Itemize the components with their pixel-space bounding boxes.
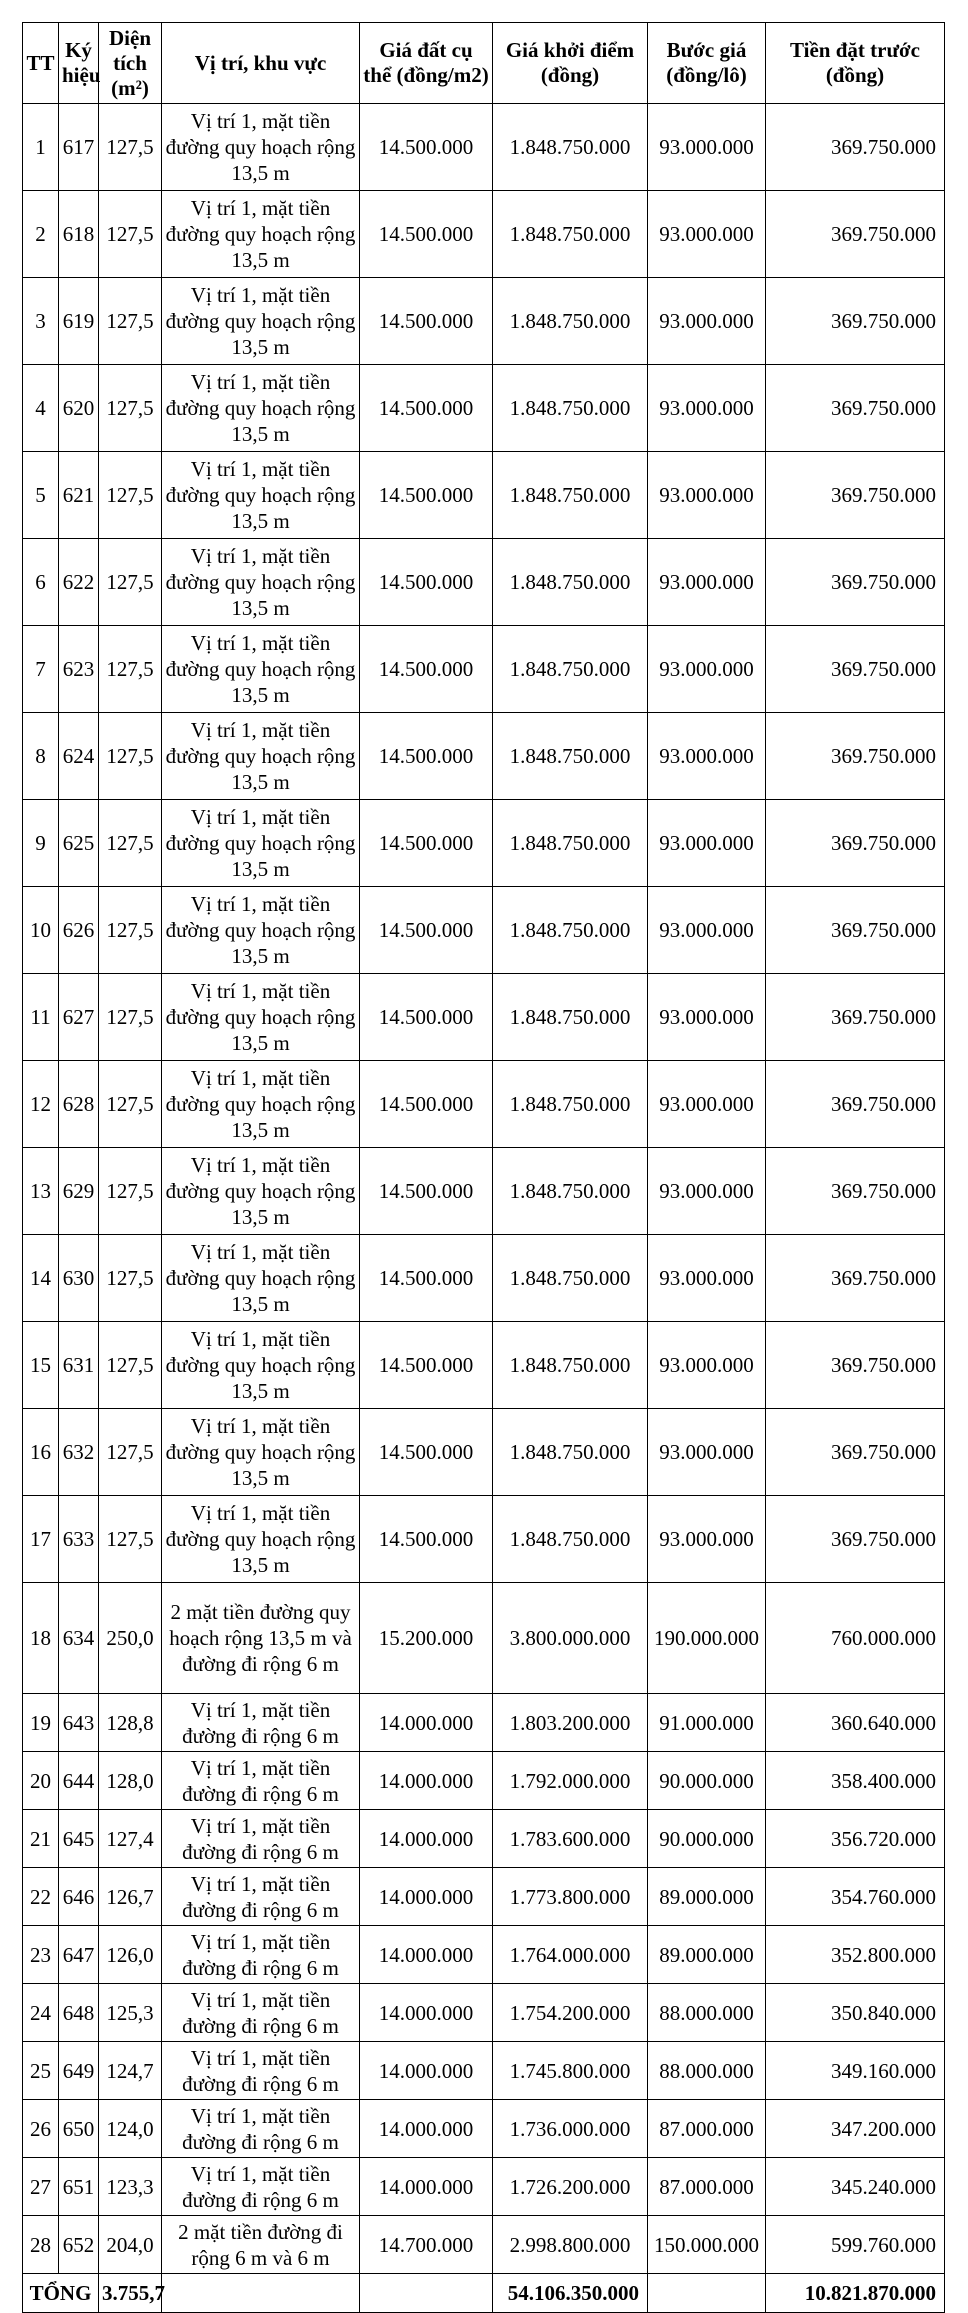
cell-tt: 28 bbox=[23, 2216, 59, 2274]
cell-buoc-gia: 93.000.000 bbox=[648, 1496, 766, 1583]
cell-buoc-gia: 88.000.000 bbox=[648, 1984, 766, 2042]
cell-vi-tri: Vị trí 1, mặt tiền đường đi rộng 6 m bbox=[162, 1926, 360, 1984]
table-row bbox=[23, 1694, 945, 1752]
table-row bbox=[23, 452, 945, 539]
cell-gia-dat: 14.500.000 bbox=[360, 1409, 493, 1496]
cell-tien-dat-truoc: 354.760.000 bbox=[766, 1868, 945, 1926]
cell-gia-khoi-diem: 1.783.600.000 bbox=[493, 1810, 648, 1868]
cell-gia-khoi-diem: 1.745.800.000 bbox=[493, 2042, 648, 2100]
cell-tt: 1 bbox=[23, 104, 59, 191]
cell-gia-khoi-diem: 1.848.750.000 bbox=[493, 1496, 648, 1583]
cell-tt: 24 bbox=[23, 1984, 59, 2042]
cell-ky-hieu: 650 bbox=[59, 2100, 99, 2158]
cell-vi-tri: Vị trí 1, mặt tiền đường đi rộng 6 m bbox=[162, 1752, 360, 1810]
table-row bbox=[23, 2216, 945, 2274]
cell-ky-hieu: 623 bbox=[59, 626, 99, 713]
cell-buoc-gia: 93.000.000 bbox=[648, 800, 766, 887]
cell-buoc-gia: 93.000.000 bbox=[648, 1409, 766, 1496]
cell-buoc-gia: 93.000.000 bbox=[648, 278, 766, 365]
cell-tt: 18 bbox=[23, 1583, 59, 1694]
cell-tt: 4 bbox=[23, 365, 59, 452]
header-ky-hieu: Ký hiệu bbox=[59, 23, 99, 104]
cell-buoc-gia: 93.000.000 bbox=[648, 1322, 766, 1409]
cell-tien-dat-truoc: 369.750.000 bbox=[766, 278, 945, 365]
cell-vi-tri: Vị trí 1, mặt tiền đường quy hoạch rộng 13,5 m bbox=[162, 278, 360, 365]
cell-tien-dat-truoc: 369.750.000 bbox=[766, 452, 945, 539]
cell-tien-dat-truoc: 369.750.000 bbox=[766, 1409, 945, 1496]
cell-vi-tri: Vị trí 1, mặt tiền đường quy hoạch rộng 13,5 m bbox=[162, 887, 360, 974]
cell-dien-tich: 127,5 bbox=[99, 1148, 162, 1235]
cell-gia-khoi-diem: 1.848.750.000 bbox=[493, 887, 648, 974]
cell-tien-dat-truoc: 369.750.000 bbox=[766, 191, 945, 278]
cell-dien-tich: 128,8 bbox=[99, 1694, 162, 1752]
cell-dien-tich: 124,0 bbox=[99, 2100, 162, 2158]
cell-buoc-gia: 93.000.000 bbox=[648, 713, 766, 800]
cell-vi-tri: Vị trí 1, mặt tiền đường quy hoạch rộng 13,5 m bbox=[162, 365, 360, 452]
cell-tt: 8 bbox=[23, 713, 59, 800]
cell-dien-tich: 127,5 bbox=[99, 1322, 162, 1409]
cell-dien-tich: 126,7 bbox=[99, 1868, 162, 1926]
cell-dien-tich: 126,0 bbox=[99, 1926, 162, 1984]
cell-ky-hieu: 632 bbox=[59, 1409, 99, 1496]
cell-tt: 23 bbox=[23, 1926, 59, 1984]
cell-gia-dat: 14.500.000 bbox=[360, 278, 493, 365]
cell-vi-tri: Vị trí 1, mặt tiền đường quy hoạch rộng 13,5 m bbox=[162, 1409, 360, 1496]
cell-gia-khoi-diem: 1.848.750.000 bbox=[493, 713, 648, 800]
table-row bbox=[23, 1868, 945, 1926]
cell-dien-tich: 125,3 bbox=[99, 1984, 162, 2042]
cell-tien-dat-truoc: 369.750.000 bbox=[766, 800, 945, 887]
table-row bbox=[23, 1583, 945, 1694]
table-row bbox=[23, 2100, 945, 2158]
header-dien-tich: Diện tích (m²) bbox=[99, 23, 162, 104]
cell-gia-khoi-diem: 1.848.750.000 bbox=[493, 365, 648, 452]
cell-tt: 11 bbox=[23, 974, 59, 1061]
cell-tt: 13 bbox=[23, 1148, 59, 1235]
cell-tt: 14 bbox=[23, 1235, 59, 1322]
cell-ky-hieu: 618 bbox=[59, 191, 99, 278]
cell-gia-dat: 14.500.000 bbox=[360, 1061, 493, 1148]
cell-dien-tich: 127,5 bbox=[99, 104, 162, 191]
table-row bbox=[23, 278, 945, 365]
table-row bbox=[23, 365, 945, 452]
table-row bbox=[23, 1496, 945, 1583]
header-gia-khoi-diem: Giá khởi điểm (đồng) bbox=[493, 23, 648, 104]
cell-buoc-gia: 93.000.000 bbox=[648, 365, 766, 452]
cell-dien-tich: 127,5 bbox=[99, 539, 162, 626]
cell-tt: 15 bbox=[23, 1322, 59, 1409]
cell-ky-hieu: 624 bbox=[59, 713, 99, 800]
cell-tien-dat-truoc: 358.400.000 bbox=[766, 1752, 945, 1810]
cell-buoc-gia: 93.000.000 bbox=[648, 452, 766, 539]
cell-buoc-gia: 93.000.000 bbox=[648, 974, 766, 1061]
cell-tien-dat-truoc: 360.640.000 bbox=[766, 1694, 945, 1752]
cell-vi-tri: Vị trí 1, mặt tiền đường quy hoạch rộng 13,5 m bbox=[162, 713, 360, 800]
cell-gia-khoi-diem: 1.848.750.000 bbox=[493, 191, 648, 278]
cell-tt: 25 bbox=[23, 2042, 59, 2100]
cell-tt: 21 bbox=[23, 1810, 59, 1868]
cell-vi-tri: Vị trí 1, mặt tiền đường quy hoạch rộng 13,5 m bbox=[162, 626, 360, 713]
cell-vi-tri: Vị trí 1, mặt tiền đường quy hoạch rộng 13,5 m bbox=[162, 452, 360, 539]
cell-gia-dat: 14.000.000 bbox=[360, 1752, 493, 1810]
table-row bbox=[23, 626, 945, 713]
cell-tt: 27 bbox=[23, 2158, 59, 2216]
cell-gia-khoi-diem: 1.848.750.000 bbox=[493, 800, 648, 887]
cell-ky-hieu: 625 bbox=[59, 800, 99, 887]
cell-gia-khoi-diem: 1.736.000.000 bbox=[493, 2100, 648, 2158]
cell-gia-khoi-diem: 1.754.200.000 bbox=[493, 1984, 648, 2042]
cell-gia-khoi-diem: 1.848.750.000 bbox=[493, 1061, 648, 1148]
cell-dien-tich: 128,0 bbox=[99, 1752, 162, 1810]
cell-gia-khoi-diem: 1.848.750.000 bbox=[493, 1409, 648, 1496]
cell-buoc-gia: 87.000.000 bbox=[648, 2158, 766, 2216]
cell-gia-dat: 14.500.000 bbox=[360, 104, 493, 191]
table-row bbox=[23, 104, 945, 191]
table-row bbox=[23, 974, 945, 1061]
cell-buoc-gia: 93.000.000 bbox=[648, 1148, 766, 1235]
cell-ky-hieu: 630 bbox=[59, 1235, 99, 1322]
cell-dien-tich: 127,5 bbox=[99, 1235, 162, 1322]
cell-vi-tri: Vị trí 1, mặt tiền đường đi rộng 6 m bbox=[162, 1984, 360, 2042]
cell-tien-dat-truoc: 345.240.000 bbox=[766, 2158, 945, 2216]
cell-dien-tich: 127,5 bbox=[99, 713, 162, 800]
cell-vi-tri: Vị trí 1, mặt tiền đường quy hoạch rộng 13,5 m bbox=[162, 104, 360, 191]
table-row bbox=[23, 1409, 945, 1496]
table-row bbox=[23, 1148, 945, 1235]
cell-dien-tich: 127,4 bbox=[99, 1810, 162, 1868]
cell-buoc-gia: 89.000.000 bbox=[648, 1868, 766, 1926]
cell-tien-dat-truoc: 349.160.000 bbox=[766, 2042, 945, 2100]
table-row bbox=[23, 1322, 945, 1409]
cell-gia-khoi-diem: 1.848.750.000 bbox=[493, 626, 648, 713]
cell-ky-hieu: 645 bbox=[59, 1810, 99, 1868]
cell-buoc-gia: 90.000.000 bbox=[648, 1810, 766, 1868]
cell-tien-dat-truoc: 350.840.000 bbox=[766, 1984, 945, 2042]
cell-ky-hieu: 646 bbox=[59, 1868, 99, 1926]
cell-tien-dat-truoc: 352.800.000 bbox=[766, 1926, 945, 1984]
cell-gia-khoi-diem: 1.848.750.000 bbox=[493, 539, 648, 626]
table-row bbox=[23, 2042, 945, 2100]
cell-gia-dat: 14.500.000 bbox=[360, 1235, 493, 1322]
table-row bbox=[23, 713, 945, 800]
cell-dien-tich: 127,5 bbox=[99, 1409, 162, 1496]
cell-ky-hieu: 629 bbox=[59, 1148, 99, 1235]
cell-gia-dat: 14.000.000 bbox=[360, 1694, 493, 1752]
total-row bbox=[23, 2274, 945, 2313]
cell-tt: 17 bbox=[23, 1496, 59, 1583]
cell-dien-tich: 127,5 bbox=[99, 1061, 162, 1148]
cell-tien-dat-truoc: 599.760.000 bbox=[766, 2216, 945, 2274]
cell-vi-tri: 2 mặt tiền đường quy hoạch rộng 13,5 m và đường đi rộng 6 m bbox=[162, 1583, 360, 1694]
cell-dien-tich: 124,7 bbox=[99, 2042, 162, 2100]
table-header-row bbox=[23, 23, 945, 104]
cell-tt: 22 bbox=[23, 1868, 59, 1926]
header-tien-dat-truoc: Tiền đặt trước (đồng) bbox=[766, 23, 945, 104]
cell-ky-hieu: 644 bbox=[59, 1752, 99, 1810]
cell-gia-khoi-diem: 1.726.200.000 bbox=[493, 2158, 648, 2216]
cell-buoc-gia: 150.000.000 bbox=[648, 2216, 766, 2274]
cell-vi-tri: Vị trí 1, mặt tiền đường quy hoạch rộng 13,5 m bbox=[162, 974, 360, 1061]
cell-dien-tich: 123,3 bbox=[99, 2158, 162, 2216]
cell-gia-dat: 14.500.000 bbox=[360, 1148, 493, 1235]
total-empty-cell bbox=[360, 2274, 493, 2313]
cell-tt: 3 bbox=[23, 278, 59, 365]
cell-buoc-gia: 90.000.000 bbox=[648, 1752, 766, 1810]
cell-gia-dat: 15.200.000 bbox=[360, 1583, 493, 1694]
cell-buoc-gia: 88.000.000 bbox=[648, 2042, 766, 2100]
cell-gia-dat: 14.500.000 bbox=[360, 974, 493, 1061]
cell-gia-dat: 14.000.000 bbox=[360, 1984, 493, 2042]
total-starting-price: 54.106.350.000 bbox=[493, 2274, 648, 2313]
header-vi-tri: Vị trí, khu vực bbox=[162, 23, 360, 104]
cell-buoc-gia: 93.000.000 bbox=[648, 104, 766, 191]
cell-dien-tich: 127,5 bbox=[99, 887, 162, 974]
cell-vi-tri: Vị trí 1, mặt tiền đường quy hoạch rộng 13,5 m bbox=[162, 539, 360, 626]
cell-vi-tri: Vị trí 1, mặt tiền đường đi rộng 6 m bbox=[162, 2158, 360, 2216]
cell-gia-dat: 14.500.000 bbox=[360, 1496, 493, 1583]
cell-gia-dat: 14.500.000 bbox=[360, 539, 493, 626]
table-row bbox=[23, 191, 945, 278]
cell-dien-tich: 127,5 bbox=[99, 800, 162, 887]
cell-gia-dat: 14.000.000 bbox=[360, 2042, 493, 2100]
cell-gia-khoi-diem: 1.848.750.000 bbox=[493, 974, 648, 1061]
cell-vi-tri: Vị trí 1, mặt tiền đường quy hoạch rộng 13,5 m bbox=[162, 1235, 360, 1322]
cell-tien-dat-truoc: 369.750.000 bbox=[766, 1322, 945, 1409]
cell-gia-khoi-diem: 1.764.000.000 bbox=[493, 1926, 648, 1984]
cell-gia-dat: 14.000.000 bbox=[360, 1926, 493, 1984]
cell-gia-dat: 14.500.000 bbox=[360, 191, 493, 278]
cell-ky-hieu: 649 bbox=[59, 2042, 99, 2100]
cell-buoc-gia: 93.000.000 bbox=[648, 539, 766, 626]
table-row bbox=[23, 539, 945, 626]
cell-tien-dat-truoc: 369.750.000 bbox=[766, 974, 945, 1061]
table-row bbox=[23, 1235, 945, 1322]
cell-vi-tri: Vị trí 1, mặt tiền đường quy hoạch rộng 13,5 m bbox=[162, 1148, 360, 1235]
total-deposit: 10.821.870.000 bbox=[766, 2274, 945, 2313]
total-empty-cell bbox=[162, 2274, 360, 2313]
cell-gia-dat: 14.500.000 bbox=[360, 1322, 493, 1409]
cell-tt: 19 bbox=[23, 1694, 59, 1752]
cell-tt: 20 bbox=[23, 1752, 59, 1810]
cell-dien-tich: 127,5 bbox=[99, 974, 162, 1061]
cell-ky-hieu: 626 bbox=[59, 887, 99, 974]
cell-ky-hieu: 619 bbox=[59, 278, 99, 365]
cell-buoc-gia: 93.000.000 bbox=[648, 1061, 766, 1148]
cell-tien-dat-truoc: 369.750.000 bbox=[766, 1148, 945, 1235]
cell-gia-khoi-diem: 1.773.800.000 bbox=[493, 1868, 648, 1926]
cell-gia-dat: 14.700.000 bbox=[360, 2216, 493, 2274]
cell-ky-hieu: 643 bbox=[59, 1694, 99, 1752]
table-row bbox=[23, 1984, 945, 2042]
table-row bbox=[23, 2158, 945, 2216]
total-area: 3.755,7 bbox=[99, 2274, 162, 2313]
cell-dien-tich: 127,5 bbox=[99, 626, 162, 713]
cell-gia-khoi-diem: 1.848.750.000 bbox=[493, 1322, 648, 1409]
cell-ky-hieu: 621 bbox=[59, 452, 99, 539]
cell-ky-hieu: 652 bbox=[59, 2216, 99, 2274]
cell-gia-dat: 14.000.000 bbox=[360, 1810, 493, 1868]
cell-vi-tri: Vị trí 1, mặt tiền đường đi rộng 6 m bbox=[162, 1868, 360, 1926]
cell-gia-khoi-diem: 1.848.750.000 bbox=[493, 452, 648, 539]
cell-tt: 16 bbox=[23, 1409, 59, 1496]
cell-ky-hieu: 628 bbox=[59, 1061, 99, 1148]
cell-tt: 2 bbox=[23, 191, 59, 278]
cell-vi-tri: Vị trí 1, mặt tiền đường quy hoạch rộng 13,5 m bbox=[162, 191, 360, 278]
cell-ky-hieu: 620 bbox=[59, 365, 99, 452]
cell-tien-dat-truoc: 760.000.000 bbox=[766, 1583, 945, 1694]
cell-gia-dat: 14.500.000 bbox=[360, 713, 493, 800]
cell-tien-dat-truoc: 356.720.000 bbox=[766, 1810, 945, 1868]
total-empty-cell bbox=[648, 2274, 766, 2313]
cell-gia-khoi-diem: 1.848.750.000 bbox=[493, 1235, 648, 1322]
cell-gia-dat: 14.500.000 bbox=[360, 452, 493, 539]
cell-gia-dat: 14.000.000 bbox=[360, 2158, 493, 2216]
cell-buoc-gia: 89.000.000 bbox=[648, 1926, 766, 1984]
cell-vi-tri: 2 mặt tiền đường đi rộng 6 m và 6 m bbox=[162, 2216, 360, 2274]
cell-vi-tri: Vị trí 1, mặt tiền đường đi rộng 6 m bbox=[162, 1810, 360, 1868]
cell-tt: 6 bbox=[23, 539, 59, 626]
cell-vi-tri: Vị trí 1, mặt tiền đường đi rộng 6 m bbox=[162, 1694, 360, 1752]
cell-tien-dat-truoc: 369.750.000 bbox=[766, 1235, 945, 1322]
cell-gia-khoi-diem: 1.848.750.000 bbox=[493, 1148, 648, 1235]
cell-gia-dat: 14.500.000 bbox=[360, 626, 493, 713]
header-buoc-gia: Bước giá (đồng/lô) bbox=[648, 23, 766, 104]
cell-gia-khoi-diem: 1.792.000.000 bbox=[493, 1752, 648, 1810]
cell-gia-dat: 14.500.000 bbox=[360, 365, 493, 452]
cell-vi-tri: Vị trí 1, mặt tiền đường quy hoạch rộng 13,5 m bbox=[162, 1061, 360, 1148]
cell-dien-tich: 127,5 bbox=[99, 365, 162, 452]
cell-buoc-gia: 93.000.000 bbox=[648, 1235, 766, 1322]
cell-vi-tri: Vị trí 1, mặt tiền đường quy hoạch rộng 13,5 m bbox=[162, 1322, 360, 1409]
cell-ky-hieu: 617 bbox=[59, 104, 99, 191]
cell-dien-tich: 127,5 bbox=[99, 191, 162, 278]
total-label: TỔNG bbox=[23, 2274, 99, 2313]
table-row bbox=[23, 1810, 945, 1868]
cell-dien-tich: 127,5 bbox=[99, 278, 162, 365]
cell-gia-khoi-diem: 1.848.750.000 bbox=[493, 278, 648, 365]
table-row bbox=[23, 887, 945, 974]
cell-tien-dat-truoc: 369.750.000 bbox=[766, 104, 945, 191]
cell-tien-dat-truoc: 369.750.000 bbox=[766, 626, 945, 713]
header-tt: TT bbox=[23, 23, 59, 104]
cell-buoc-gia: 87.000.000 bbox=[648, 2100, 766, 2158]
cell-ky-hieu: 647 bbox=[59, 1926, 99, 1984]
cell-tt: 26 bbox=[23, 2100, 59, 2158]
cell-tt: 7 bbox=[23, 626, 59, 713]
cell-tien-dat-truoc: 369.750.000 bbox=[766, 713, 945, 800]
land-auction-table bbox=[22, 22, 945, 2313]
cell-tt: 10 bbox=[23, 887, 59, 974]
cell-ky-hieu: 651 bbox=[59, 2158, 99, 2216]
cell-dien-tich: 127,5 bbox=[99, 452, 162, 539]
cell-ky-hieu: 634 bbox=[59, 1583, 99, 1694]
cell-tien-dat-truoc: 369.750.000 bbox=[766, 1496, 945, 1583]
cell-gia-khoi-diem: 1.848.750.000 bbox=[493, 104, 648, 191]
cell-tt: 12 bbox=[23, 1061, 59, 1148]
cell-ky-hieu: 648 bbox=[59, 1984, 99, 2042]
cell-vi-tri: Vị trí 1, mặt tiền đường quy hoạch rộng 13,5 m bbox=[162, 800, 360, 887]
cell-tien-dat-truoc: 347.200.000 bbox=[766, 2100, 945, 2158]
cell-ky-hieu: 622 bbox=[59, 539, 99, 626]
cell-buoc-gia: 93.000.000 bbox=[648, 887, 766, 974]
cell-gia-dat: 14.500.000 bbox=[360, 887, 493, 974]
cell-tt: 9 bbox=[23, 800, 59, 887]
cell-vi-tri: Vị trí 1, mặt tiền đường quy hoạch rộng 13,5 m bbox=[162, 1496, 360, 1583]
cell-ky-hieu: 627 bbox=[59, 974, 99, 1061]
cell-buoc-gia: 93.000.000 bbox=[648, 626, 766, 713]
cell-gia-khoi-diem: 2.998.800.000 bbox=[493, 2216, 648, 2274]
header-gia-dat: Giá đất cụ thể (đồng/m2) bbox=[360, 23, 493, 104]
cell-gia-khoi-diem: 1.803.200.000 bbox=[493, 1694, 648, 1752]
cell-buoc-gia: 190.000.000 bbox=[648, 1583, 766, 1694]
table-row bbox=[23, 1061, 945, 1148]
cell-dien-tich: 204,0 bbox=[99, 2216, 162, 2274]
cell-gia-khoi-diem: 3.800.000.000 bbox=[493, 1583, 648, 1694]
cell-tt: 5 bbox=[23, 452, 59, 539]
cell-ky-hieu: 631 bbox=[59, 1322, 99, 1409]
cell-tien-dat-truoc: 369.750.000 bbox=[766, 365, 945, 452]
cell-tien-dat-truoc: 369.750.000 bbox=[766, 887, 945, 974]
cell-gia-dat: 14.000.000 bbox=[360, 1868, 493, 1926]
table-row bbox=[23, 800, 945, 887]
cell-dien-tich: 127,5 bbox=[99, 1496, 162, 1583]
cell-tien-dat-truoc: 369.750.000 bbox=[766, 1061, 945, 1148]
cell-gia-dat: 14.500.000 bbox=[360, 800, 493, 887]
table-row bbox=[23, 1926, 945, 1984]
cell-gia-dat: 14.000.000 bbox=[360, 2100, 493, 2158]
cell-ky-hieu: 633 bbox=[59, 1496, 99, 1583]
cell-vi-tri: Vị trí 1, mặt tiền đường đi rộng 6 m bbox=[162, 2042, 360, 2100]
cell-tien-dat-truoc: 369.750.000 bbox=[766, 539, 945, 626]
cell-vi-tri: Vị trí 1, mặt tiền đường đi rộng 6 m bbox=[162, 2100, 360, 2158]
cell-buoc-gia: 93.000.000 bbox=[648, 191, 766, 278]
cell-dien-tich: 250,0 bbox=[99, 1583, 162, 1694]
cell-buoc-gia: 91.000.000 bbox=[648, 1694, 766, 1752]
table-row bbox=[23, 1752, 945, 1810]
